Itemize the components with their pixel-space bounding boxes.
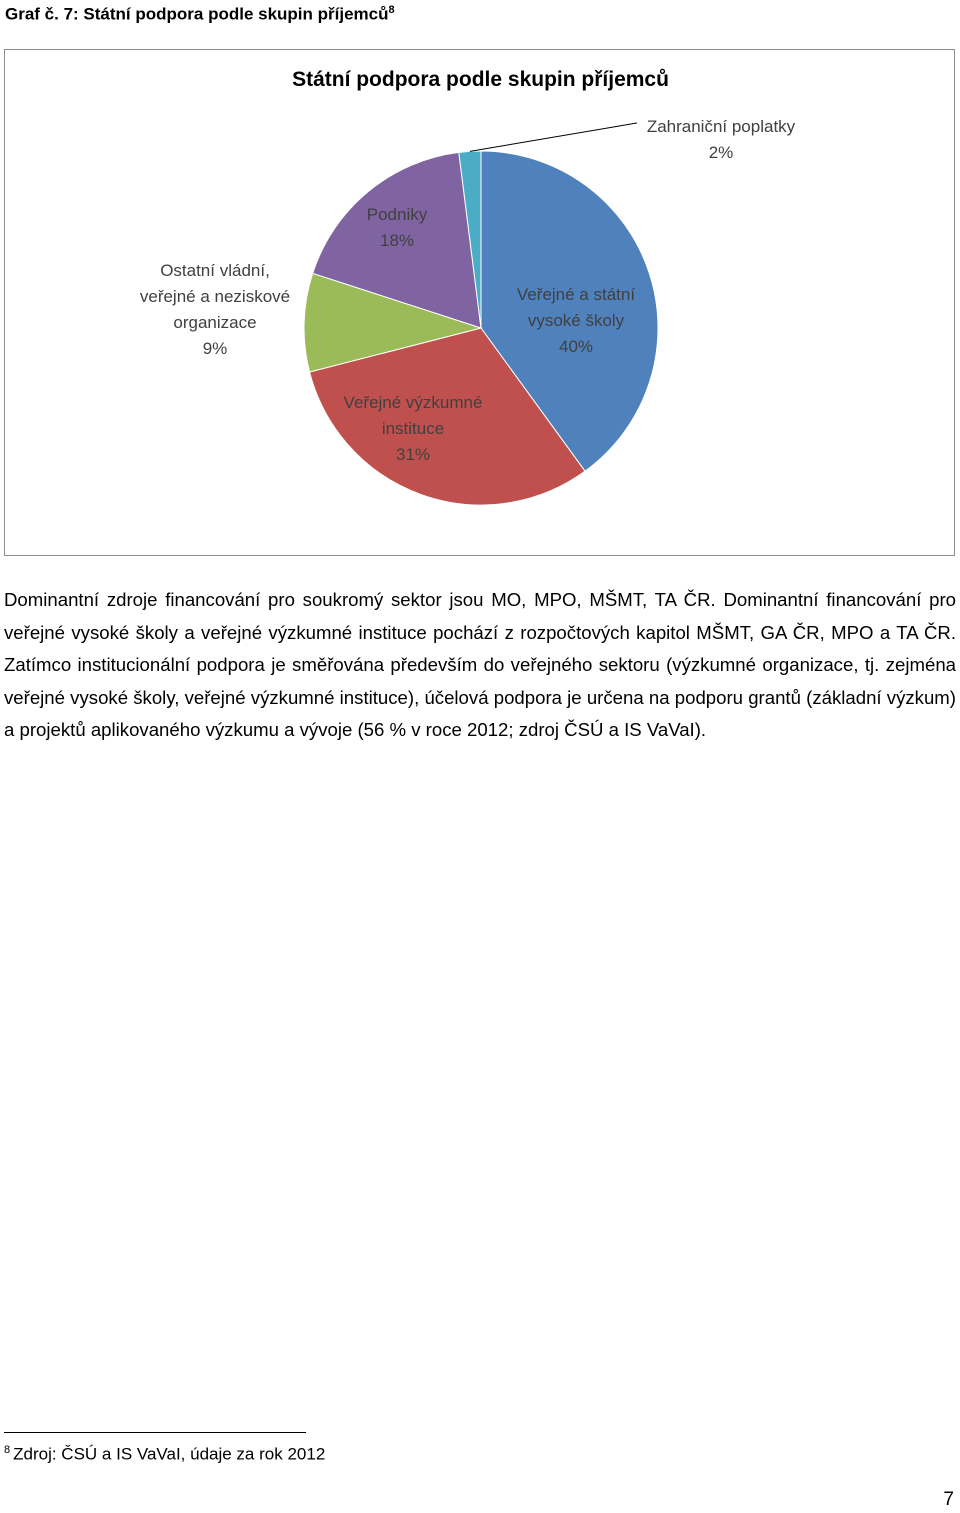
footnote-separator xyxy=(4,1432,306,1433)
leader-line-foreign-fees xyxy=(470,123,637,151)
data-label-foreign-fees: Zahraniční poplatky 2% xyxy=(646,117,796,162)
data-label-other-organizations: Ostatní vládní, veřejné a neziskové organizace 9% xyxy=(139,261,291,358)
figure-caption xyxy=(5,4,395,25)
page-number: 7 xyxy=(943,1489,954,1510)
footnote-number: 8 xyxy=(4,1444,11,1456)
pie-chart xyxy=(5,50,956,557)
data-label-universities: Veřejné a státní vysoké školy 40% xyxy=(516,285,636,356)
footnote xyxy=(4,1444,325,1465)
body-paragraph: Dominantní zdroje financování pro soukromý sektor jsou MO, MPO, MŠMT, TA ČR. Dominantní financování pro veřejné vysoké školy a veřejné výzkumné instituce pochází z rozpočtových kapitol MŠMT, GA ČR, MPO a TA ČR. Zatímco institucionální podpora je směřována především do veřejného sektoru (výzkumné organizace, tj. zejména veřejné vysoké školy, veřejné výzkumné instituce), účelová podpora je určena na podporu grantů (základní výzkum) a projektů aplikovaného výzkumu a vývoje (56 % v roce 2012; zdroj ČSÚ a IS VaVaI). xyxy=(4,589,956,741)
footnote-reference: 8 xyxy=(388,4,395,16)
chart-title: Státní podpora podle skupin příjemců xyxy=(292,68,669,91)
figure-caption-text: Graf č. 7: Státní podpora podle skupin příjemců xyxy=(5,4,389,24)
pie-chart-frame xyxy=(4,49,955,556)
data-label-enterprises: Podniky 18% xyxy=(366,205,428,250)
footnote-text: Zdroj: ČSÚ a IS VaVaI, údaje za rok 2012 xyxy=(13,1444,326,1464)
data-label-research-institutes: Veřejné výzkumné instituce 31% xyxy=(343,393,483,464)
